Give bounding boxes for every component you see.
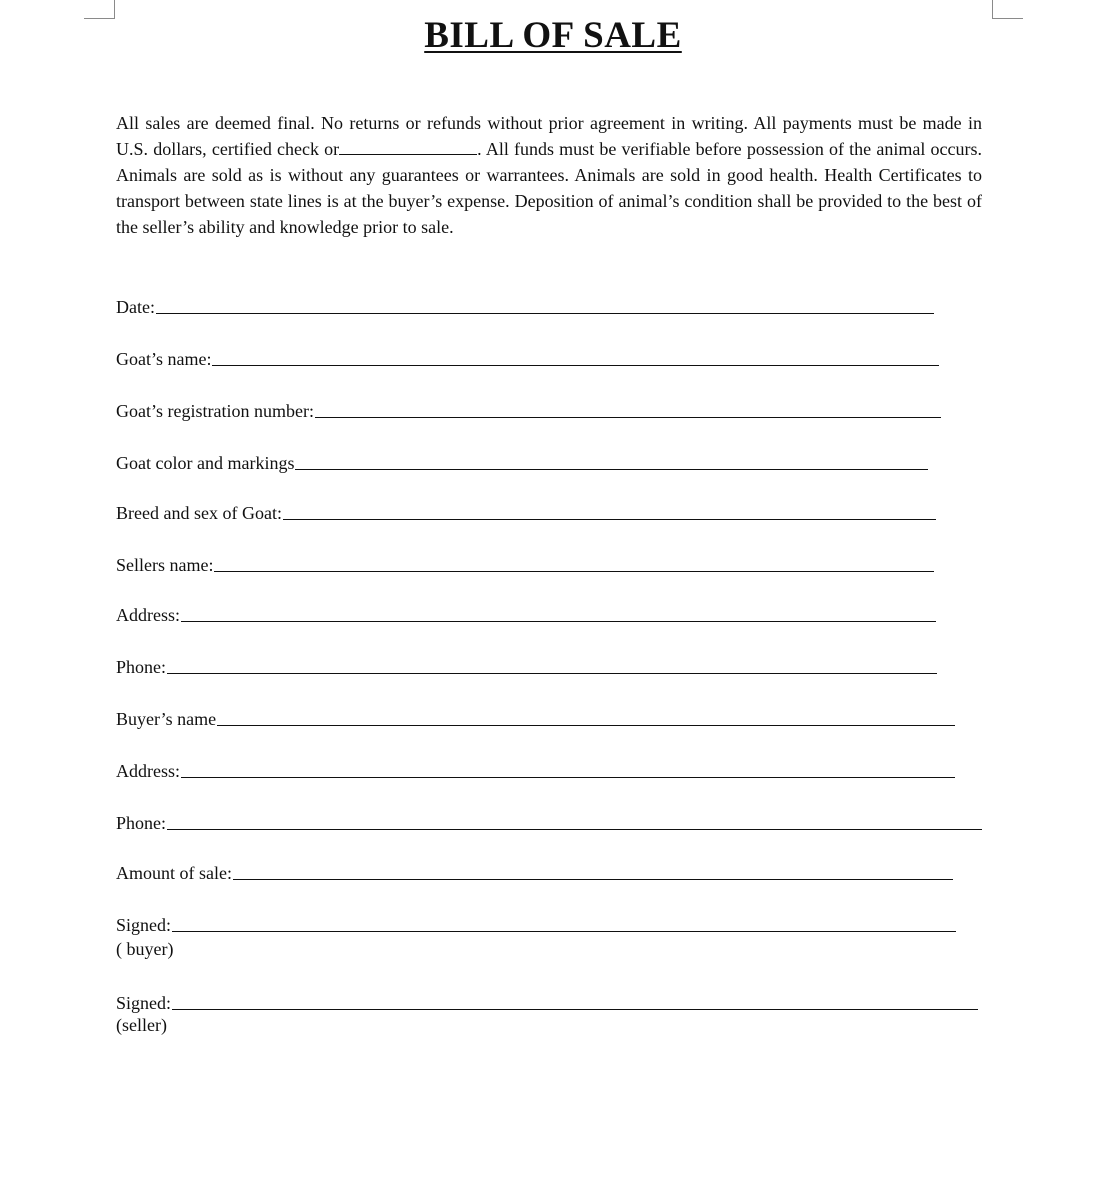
field-signed-buyer [116, 906, 956, 936]
goat-name-blank-line[interactable] [212, 365, 939, 366]
field-buyer-address [116, 752, 955, 782]
field-label: Amount of sale: [116, 863, 232, 883]
breed-sex-blank-line[interactable] [283, 519, 936, 520]
field-label: Goat’s name: [116, 349, 212, 369]
payment-method-blank[interactable] [339, 140, 477, 155]
field-signed-seller [116, 984, 978, 1014]
field-goat-registration-number [116, 392, 941, 422]
field-label: Date: [116, 297, 155, 317]
buyer-phone-blank-line[interactable] [167, 829, 982, 830]
field-seller-name [116, 546, 934, 576]
buyer-signature-blank-line[interactable] [172, 931, 956, 932]
seller-signature-blank-line[interactable] [172, 1009, 978, 1010]
date-blank-line[interactable] [156, 313, 934, 314]
field-amount-of-sale [116, 854, 953, 884]
seller-name-blank-line[interactable] [214, 571, 934, 572]
field-label: Signed: [116, 993, 172, 1013]
field-label: Phone: [116, 813, 167, 833]
document-title: BILL OF SALE [424, 15, 682, 56]
seller-signature-caption: (seller) [116, 1015, 167, 1035]
field-buyer-name [116, 700, 955, 730]
terms-paragraph [116, 110, 982, 240]
buyer-signature-caption: ( buyer) [116, 939, 174, 959]
buyer-name-blank-line[interactable] [217, 725, 955, 726]
field-label: Buyer’s name [116, 709, 217, 729]
field-label: Goat’s registration number: [116, 401, 314, 421]
buyer-address-blank-line[interactable] [181, 777, 955, 778]
amount-of-sale-blank-line[interactable] [233, 879, 953, 880]
seller-address-blank-line[interactable] [181, 621, 936, 622]
terms-text-part1: All sales are deemed final. No returns or refunds without prior agreement in writing. All payments must be made in U.S. dollars, certified check or [116, 113, 982, 159]
field-label: Signed: [116, 915, 172, 935]
field-label: Sellers name: [116, 555, 214, 575]
seller-phone-blank-line[interactable] [167, 673, 937, 674]
color-markings-blank-line[interactable] [295, 469, 928, 470]
field-goat-color-markings [116, 444, 928, 474]
field-goat-name [116, 340, 939, 370]
field-label: Goat color and markings [116, 453, 295, 473]
field-label: Address: [116, 605, 180, 625]
field-label: Address: [116, 761, 180, 781]
field-breed-sex [116, 494, 936, 524]
field-buyer-phone [116, 804, 982, 834]
registration-number-blank-line[interactable] [315, 417, 941, 418]
field-label: Phone: [116, 657, 167, 677]
field-date [116, 288, 934, 318]
field-label: Breed and sex of Goat: [116, 503, 282, 523]
terms-text-part2: . All funds must be verifiable before possession of the animal occurs. Animals are sold as is without any guarantees or warrantees. Animals are sold in good health. Health Certificates to transport between state lines is at the buyer’s expense. Deposition of animal’s condition shall be provided to the best of the seller’s ability and knowledge prior to sale. [116, 139, 982, 237]
field-seller-phone [116, 648, 937, 678]
field-seller-address [116, 596, 936, 626]
